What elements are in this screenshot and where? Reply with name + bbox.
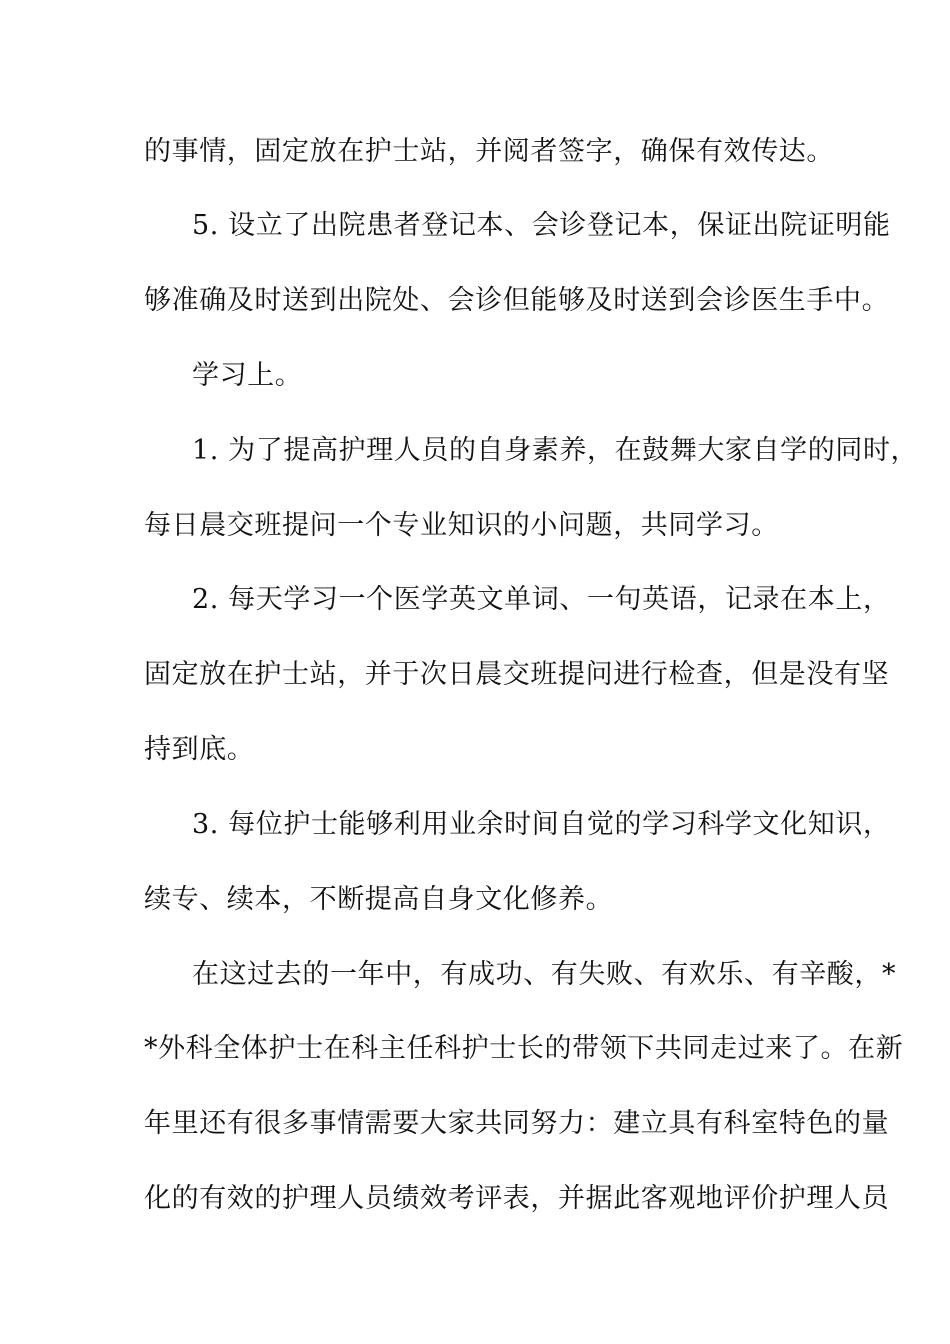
text-line: 年里还有很多事情需要大家共同努力：建立具有科室特色的量 <box>144 1108 890 1139</box>
text-line: 2. 每天学习一个医学英文单词、一句英语，记录在本上， <box>192 584 891 615</box>
text-line: 在这过去的一年中，有成功、有失败、有欢乐、有辛酸，* <box>192 959 897 990</box>
text-line: *外科全体护士在科主任科护士长的带领下共同走过来了。在新 <box>144 1033 904 1064</box>
text-line: 够准确及时送到出院处、会诊但能够及时送到会诊医生手中。 <box>144 285 890 316</box>
section-heading: 学习上。 <box>192 360 303 391</box>
text-line: 每日晨交班提问一个专业知识的小问题，共同学习。 <box>144 510 779 541</box>
text-line: 固定放在护士站，并于次日晨交班提问进行检查，但是没有坚 <box>144 659 890 690</box>
text-line: 5. 设立了出院患者登记本、会诊登记本，保证出院证明能 <box>192 210 891 241</box>
text-line: 化的有效的护理人员绩效考评表，并据此客观地评价护理人员 <box>144 1183 890 1214</box>
text-line: 的事情，固定放在护士站，并阅者签字，确保有效传达。 <box>144 136 834 167</box>
text-line: 3. 每位护士能够利用业余时间自觉的学习科学文化知识， <box>192 809 891 840</box>
text-line: 续专、续本，不断提高自身文化修养。 <box>144 884 614 915</box>
text-line: 持到底。 <box>144 734 255 765</box>
text-line: 1. 为了提高护理人员的自身素养，在鼓舞大家自学的同时， <box>192 435 919 466</box>
